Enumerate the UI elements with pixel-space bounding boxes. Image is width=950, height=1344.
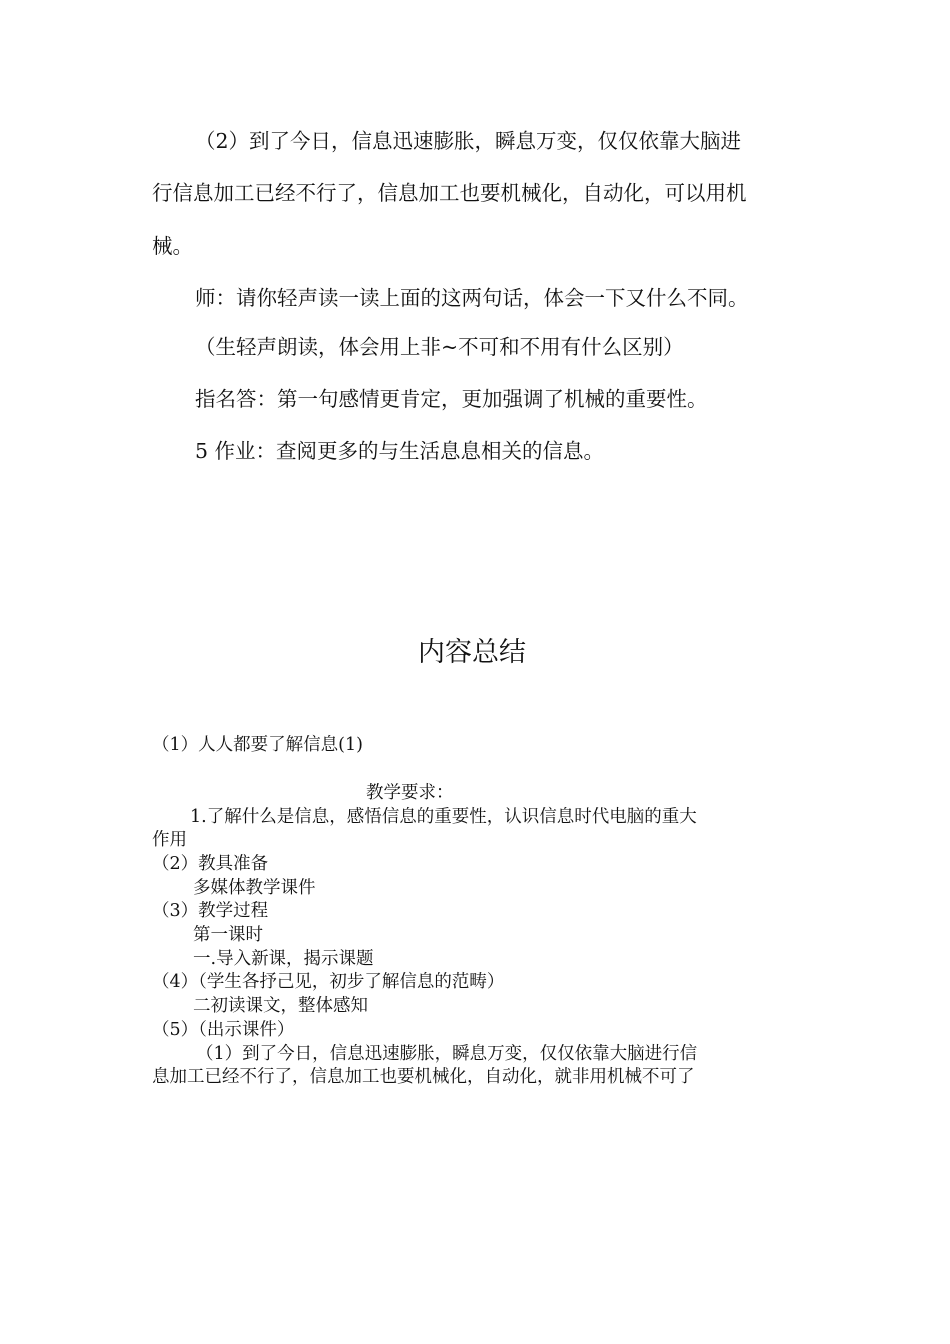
summary-line: （1）到了今日，信息迅速膨胀，瞬息万变，仅仅依靠大脑进行信: [196, 1044, 698, 1064]
summary-line: 教学要求：: [366, 783, 454, 803]
paragraph-line: 械。: [152, 234, 193, 258]
summary-line: （3）教学过程: [152, 901, 269, 921]
summary-line: 息加工已经不行了，信息加工也要机械化，自动化，就非用机械不可了: [152, 1067, 695, 1087]
summary-title: 内容总结: [418, 637, 526, 668]
paragraph-line: 师：请你轻声读一读上面的这两句话，体会一下又什么不同。: [195, 286, 749, 310]
summary-line: 1.了解什么是信息，感悟信息的重要性，认识信息时代电脑的重大: [190, 807, 697, 827]
summary-line: （4）（学生各抒己见，初步了解信息的范畴）: [152, 972, 505, 992]
summary-line: 作用: [152, 830, 187, 850]
summary-line: （2）教具准备: [152, 854, 269, 874]
summary-line: 一.导入新课，揭示课题: [193, 949, 374, 969]
paragraph-line: 指名答：第一句感情更肯定，更加强调了机械的重要性。: [195, 387, 708, 411]
paragraph-line: 5 作业：查阅更多的与生活息息相关的信息。: [195, 439, 605, 463]
paragraph-line: （生轻声朗读，体会用上非~不可和不用有什么区别）: [195, 335, 684, 359]
summary-line: 多媒体教学课件: [193, 878, 316, 898]
summary-line: 第一课时: [193, 925, 263, 945]
paragraph-line: （2）到了今日，信息迅速膨胀，瞬息万变，仅仅依靠大脑进: [195, 129, 742, 153]
summary-line: （1）人人都要了解信息(1): [152, 735, 363, 755]
summary-line: （5）（出示课件）: [152, 1020, 295, 1040]
summary-line: 二初读课文，整体感知: [193, 996, 368, 1016]
paragraph-line: 行信息加工已经不行了，信息加工也要机械化，自动化，可以用机: [152, 181, 747, 205]
